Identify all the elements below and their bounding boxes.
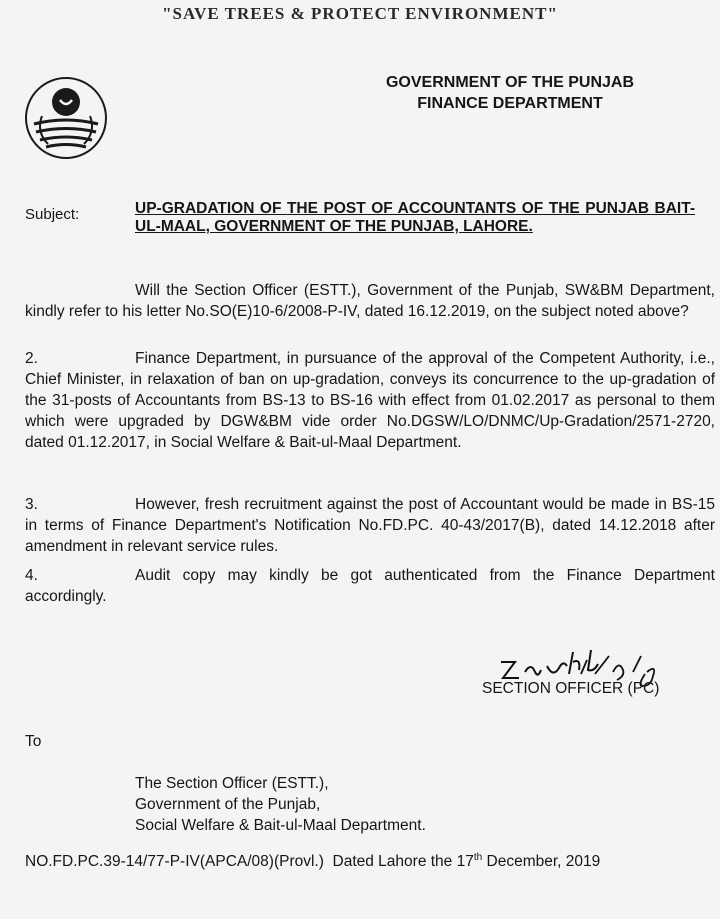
- paragraph-4-number: 4.: [25, 567, 38, 584]
- department-header: [340, 72, 680, 114]
- department-title: FINANCE DEPARTMENT: [417, 95, 603, 112]
- reference-line: [25, 852, 600, 871]
- paragraph-1-text: Will the Section Officer (ESTT.), Government of the Punjab, SW&BM Department, kindly refer to his letter No.SO(E)10-6/2008-P-IV, dated 16.12.2019, on the subject noted above?: [25, 282, 715, 320]
- reference-date: Dated Lahore the 17th December, 2019: [332, 852, 601, 871]
- recipient-address: [135, 773, 426, 836]
- paragraph-2-number: 2.: [25, 350, 38, 367]
- subject-text: UP-GRADATION OF THE POST OF ACCOUNTANTS OF THE PUNJAB BAIT-UL-MAAL, GOVERNMENT OF THE PUNJAB, LAHORE.: [135, 200, 695, 235]
- paragraph-2-text: Finance Department, in pursuance of the approval of the Competent Authority, i.e., Chief Minister, in relaxation of ban on up-gradation, conveys its concurrence to the up-gradation of the 31-posts of Accountants from BS-13 to BS-16 with effect from 01.02.2017 as personal to them which were upgraded by DGW&BM vide order No.DGSW/LO/DNMC/Up-Gradation/2571-2720, dated 01.12.2017, in Social Welfare & Bait-ul-Maal Department.: [25, 350, 715, 451]
- signatory-designation: SECTION OFFICER (PC): [482, 680, 660, 697]
- paragraph-3-number: 3.: [25, 496, 38, 513]
- recipient-line-1: The Section Officer (ESTT.),: [135, 775, 329, 792]
- recipient-line-2: Government of the Punjab,: [135, 796, 321, 813]
- to-label: To: [25, 733, 42, 750]
- paragraph-4-text: Audit copy may kindly be got authenticated from the Finance Department accordingly.: [25, 567, 715, 605]
- motto-banner: "SAVE TREES & PROTECT ENVIRONMENT": [162, 4, 558, 23]
- recipient-line-3: Social Welfare & Bait-ul-Maal Department.: [135, 817, 426, 834]
- paragraph-4: [25, 565, 715, 607]
- punjab-emblem-logo: [20, 72, 112, 164]
- paragraph-2: [25, 348, 715, 453]
- paragraph-3-text: However, fresh recruitment against the post of Accountant would be made in BS-15 in terms of Finance Department's Notification No.FD.PC. 40-43/2017(B), dated 14.12.2018 after amendment in relevant service rules.: [25, 496, 715, 555]
- reference-number: NO.FD.PC.39-14/77-P-IV(APCA/08)(Provl.): [25, 853, 324, 871]
- subject-label: Subject:: [25, 206, 80, 223]
- government-title: GOVERNMENT OF THE PUNJAB: [385, 74, 634, 91]
- paragraph-3: [25, 494, 715, 557]
- paragraph-1: [25, 280, 715, 322]
